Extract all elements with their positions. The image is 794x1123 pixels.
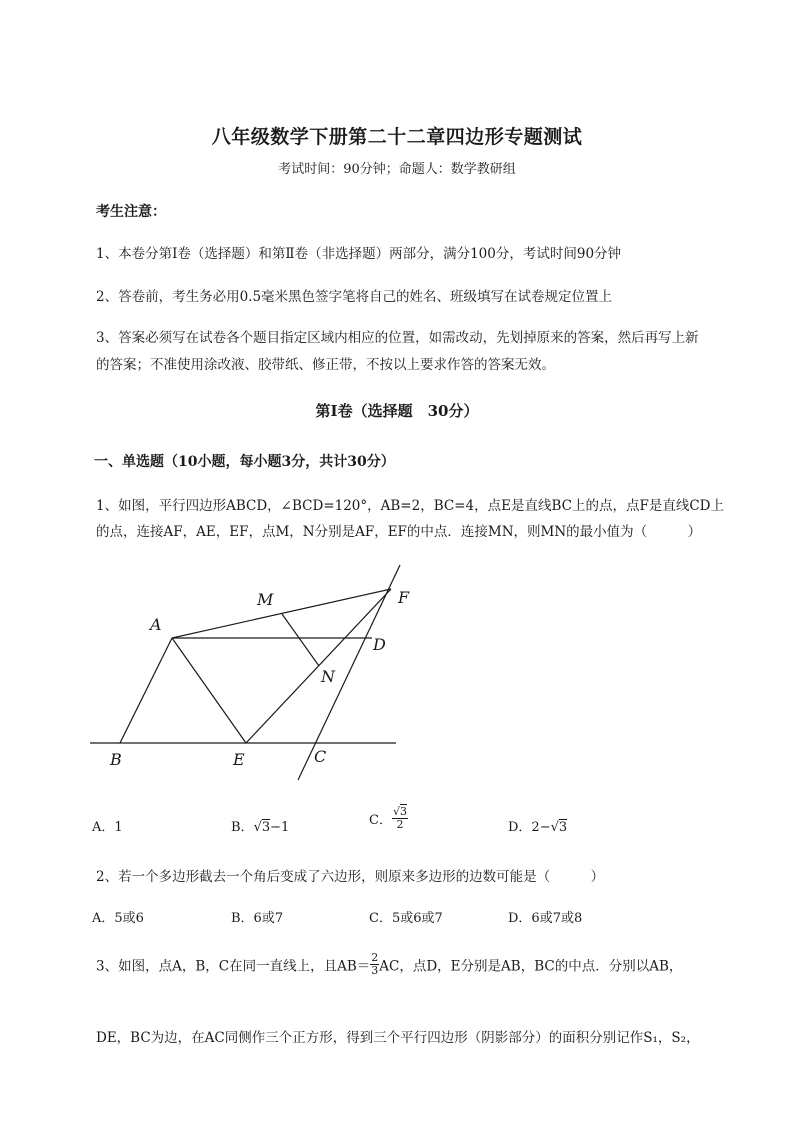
label-n: N xyxy=(321,667,335,686)
question-3-text-a: 3、如图，点A，B，C在同一直线上，且AB＝ xyxy=(96,958,371,975)
question-1-figure xyxy=(90,560,420,785)
segment-mn xyxy=(282,614,319,666)
q1-option-c-prefix: C． xyxy=(369,813,392,828)
question-3-line-2: DE，BC为边，在AC同侧作三个正方形，得到三个平行四边形（阴影部分）的面积分别记作S₁，S₂， xyxy=(96,1030,700,1046)
q1-option-d-root: 3 xyxy=(558,820,568,835)
question-3-line-1 xyxy=(96,952,682,977)
q2-option-a[interactable]: A．5或6 xyxy=(92,911,144,926)
question-1-line-1: 1、如图，平行四边形ABCD，∠BCD=120°，AB=2，BC=4，点E是直线BC上的点，点F是直线CD上 xyxy=(96,498,724,514)
q1-option-b-prefix: B． xyxy=(231,820,254,835)
part-heading: 一、单选题（10小题，每小题3分，共计30分） xyxy=(94,454,395,470)
label-b: B xyxy=(110,750,122,769)
question-2: 2、若一个多边形截去一个角后变成了六边形，则原来多边形的边数可能是（ ） xyxy=(96,869,605,885)
q1-option-a[interactable] xyxy=(92,816,123,835)
q1-option-c-denominator: 2 xyxy=(396,818,404,831)
q1-option-d-prefix: D．2− xyxy=(508,820,551,835)
q1-option-c[interactable] xyxy=(369,806,408,831)
label-e: E xyxy=(233,750,245,769)
note-3: 3、答案必须写在试卷各个题目指定区域内相应的位置，如需改动，先划掉原来的答案，然后再写上新 xyxy=(96,330,699,346)
label-d: D xyxy=(373,635,386,654)
label-a: A xyxy=(150,615,162,634)
q1-option-b[interactable]: B．√3−1 xyxy=(231,820,290,835)
q1-option-b-suffix: −1 xyxy=(270,820,290,835)
segment-ab xyxy=(120,638,172,743)
question-1-line-2: 的点，连接AF，AE，EF，点M，N分别是AF，EF的中点．连接MN，则MN的最小值为（ ） xyxy=(96,524,702,540)
q1-option-d[interactable]: D．2−√3 xyxy=(508,820,568,835)
question-3-text-b: AC，点D，E分别是AB，BC的中点．分别以AB， xyxy=(379,958,683,975)
q1-option-b-root: 3 xyxy=(261,820,271,835)
q2-option-c[interactable]: C．5或6或7 xyxy=(369,911,443,926)
q1-option-c-fraction: $\frac{√3}{2}$ xyxy=(392,805,407,831)
exam-info: 考试时间：90分钟；命题人：数学教研组 xyxy=(278,162,516,177)
question-3-fraction xyxy=(370,952,379,977)
label-f: F xyxy=(398,588,410,607)
q2-option-b[interactable]: B．6或7 xyxy=(231,911,284,926)
note-2: 2、答卷前，考生务必用0.5毫米黑色签字笔将自己的姓名、班级填写在试卷规定位置上 xyxy=(96,289,613,305)
segment-af xyxy=(172,589,391,638)
segment-ae xyxy=(172,638,246,743)
question-3-fraction-denominator: 3 xyxy=(371,964,379,977)
label-m: M xyxy=(257,590,274,609)
q1-option-c-numerator: 3 xyxy=(399,805,407,818)
q1-option-a-text: A．1 xyxy=(92,820,123,835)
note-3-continued: 的答案；不准使用涂改液、胶带纸、修正带，不按以上要求作答的答案无效。 xyxy=(96,357,555,373)
question-3-fraction-numerator: 2 xyxy=(371,951,379,964)
q2-option-d[interactable]: D．6或7或8 xyxy=(508,911,583,926)
note-1: 1、本卷分第Ⅰ卷（选择题）和第Ⅱ卷（非选择题）两部分，满分100分，考试时间90分钟 xyxy=(96,246,622,262)
notes-heading: 考生注意： xyxy=(96,204,166,220)
page-title: 八年级数学下册第二十二章四边形专题测试 xyxy=(211,126,583,148)
label-c: C xyxy=(314,747,327,766)
section-title: 第Ⅰ卷（选择题 30分） xyxy=(315,402,479,420)
